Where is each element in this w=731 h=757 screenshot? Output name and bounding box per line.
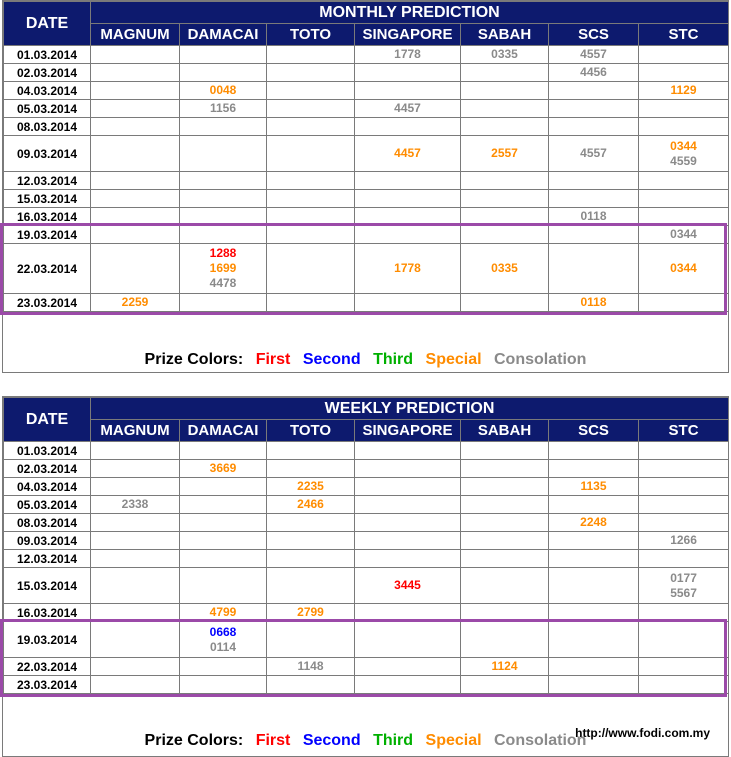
cell-toto <box>267 190 355 208</box>
prediction-number: 4557 <box>580 47 607 61</box>
cell-damacai <box>180 64 267 82</box>
cell-scs <box>549 676 639 694</box>
cell-damacai <box>180 676 267 694</box>
cell-singapore <box>355 172 461 190</box>
prediction-number: 4457 <box>394 101 421 115</box>
cell-scs <box>549 460 639 478</box>
cell-magnum <box>91 136 180 172</box>
cell-stc <box>639 622 729 658</box>
column-header-damacai: DAMACAI <box>180 420 267 442</box>
cell-sabah <box>461 136 549 172</box>
table-row <box>4 622 729 658</box>
cell-scs <box>549 622 639 658</box>
cell-sabah <box>461 676 549 694</box>
cell-damacai <box>180 550 267 568</box>
weekly-prediction-table <box>3 397 729 694</box>
cell-sabah <box>461 460 549 478</box>
cell-singapore <box>355 496 461 514</box>
row-date: 23.03.2014 <box>4 676 91 694</box>
cell-scs <box>549 100 639 118</box>
cell-magnum <box>91 622 180 658</box>
cell-toto <box>267 208 355 226</box>
cell-stc <box>639 496 729 514</box>
cell-sabah <box>461 496 549 514</box>
cell-sabah <box>461 532 549 550</box>
cell-magnum <box>91 604 180 622</box>
cell-scs <box>549 226 639 244</box>
cell-magnum <box>91 676 180 694</box>
table-row <box>4 190 729 208</box>
prediction-number: 4457 <box>394 146 421 160</box>
cell-toto <box>267 46 355 64</box>
cell-stc <box>639 658 729 676</box>
cell-magnum <box>91 172 180 190</box>
cell-magnum <box>91 46 180 64</box>
column-header-singapore: SINGAPORE <box>355 24 461 46</box>
cell-singapore <box>355 568 461 604</box>
column-header-singapore: SINGAPORE <box>355 420 461 442</box>
prediction-number: 0335 <box>491 261 518 275</box>
row-date: 08.03.2014 <box>4 118 91 136</box>
prediction-number: 4478 <box>209 276 237 290</box>
legend-second: Second <box>302 732 361 749</box>
table-row <box>4 550 729 568</box>
prediction-number: 2235 <box>297 479 324 493</box>
cell-damacai <box>180 136 267 172</box>
monthly-table-body <box>4 46 729 312</box>
cell-scs <box>549 604 639 622</box>
cell-singapore <box>355 622 461 658</box>
cell-singapore <box>355 190 461 208</box>
cell-sabah <box>461 226 549 244</box>
cell-toto <box>267 82 355 100</box>
table-row <box>4 514 729 532</box>
weekly-table-body <box>4 442 729 694</box>
prediction-number: 2557 <box>491 146 518 160</box>
cell-sabah <box>461 190 549 208</box>
cell-damacai <box>180 190 267 208</box>
prediction-number: 3445 <box>394 578 421 592</box>
monthly-prediction-table <box>3 1 729 312</box>
cell-scs <box>549 294 639 312</box>
cell-singapore <box>355 244 461 294</box>
cell-magnum <box>91 442 180 460</box>
prediction-number: 1135 <box>580 479 607 493</box>
prediction-number: 0114 <box>209 639 237 654</box>
cell-stc <box>639 46 729 64</box>
cell-scs <box>549 208 639 226</box>
prediction-number: 0344 <box>670 138 697 153</box>
cell-singapore <box>355 532 461 550</box>
cell-toto <box>267 604 355 622</box>
cell-magnum <box>91 118 180 136</box>
cell-sabah <box>461 46 549 64</box>
row-date: 19.03.2014 <box>4 226 91 244</box>
cell-stc <box>639 208 729 226</box>
cell-singapore <box>355 460 461 478</box>
cell-toto <box>267 172 355 190</box>
date-column-header: DATE <box>4 398 91 442</box>
cell-toto <box>267 64 355 82</box>
cell-scs <box>549 442 639 460</box>
table-row <box>4 442 729 460</box>
table-row <box>4 100 729 118</box>
cell-magnum <box>91 496 180 514</box>
prediction-number: 0118 <box>580 295 607 309</box>
cell-damacai <box>180 658 267 676</box>
legend-first: First <box>255 732 291 749</box>
cell-stc <box>639 136 729 172</box>
cell-magnum <box>91 190 180 208</box>
prediction-number: 0344 <box>670 261 697 275</box>
table-row <box>4 294 729 312</box>
cell-scs <box>549 568 639 604</box>
column-header-stc: STC <box>639 420 729 442</box>
prediction-number: 5567 <box>670 585 697 600</box>
cell-singapore <box>355 64 461 82</box>
cell-toto <box>267 658 355 676</box>
cell-singapore <box>355 604 461 622</box>
cell-sabah <box>461 100 549 118</box>
prediction-number: 4456 <box>580 65 607 79</box>
table-row <box>4 208 729 226</box>
cell-sabah <box>461 118 549 136</box>
table-row <box>4 658 729 676</box>
cell-stc <box>639 532 729 550</box>
cell-toto <box>267 496 355 514</box>
cell-toto <box>267 118 355 136</box>
row-date: 04.03.2014 <box>4 82 91 100</box>
cell-toto <box>267 676 355 694</box>
prediction-number: 4559 <box>670 153 697 168</box>
cell-stc <box>639 604 729 622</box>
cell-scs <box>549 244 639 294</box>
table-row <box>4 568 729 604</box>
cell-magnum <box>91 208 180 226</box>
cell-toto <box>267 568 355 604</box>
row-date: 02.03.2014 <box>4 460 91 478</box>
column-header-sabah: SABAH <box>461 420 549 442</box>
cell-singapore <box>355 658 461 676</box>
prize-colors-legend <box>3 732 728 750</box>
cell-sabah <box>461 478 549 496</box>
cell-singapore <box>355 478 461 496</box>
cell-toto <box>267 460 355 478</box>
site-url: http://www.fodi.com.my <box>575 726 710 740</box>
cell-toto <box>267 244 355 294</box>
cell-toto <box>267 136 355 172</box>
cell-damacai <box>180 172 267 190</box>
prediction-number: 1778 <box>394 261 421 275</box>
row-date: 05.03.2014 <box>4 100 91 118</box>
table-row <box>4 172 729 190</box>
prediction-number: 3669 <box>209 461 237 475</box>
prediction-number: 0668 <box>209 624 237 639</box>
cell-scs <box>549 64 639 82</box>
prediction-number: 1124 <box>491 659 518 673</box>
cell-sabah <box>461 514 549 532</box>
legend-consolation: Consolation <box>494 732 587 749</box>
table-row <box>4 460 729 478</box>
cell-magnum <box>91 532 180 550</box>
cell-sabah <box>461 82 549 100</box>
cell-singapore <box>355 442 461 460</box>
cell-sabah <box>461 244 549 294</box>
cell-magnum <box>91 478 180 496</box>
cell-toto <box>267 532 355 550</box>
prediction-number: 1778 <box>394 47 421 61</box>
cell-sabah <box>461 622 549 658</box>
cell-damacai <box>180 100 267 118</box>
cell-stc <box>639 568 729 604</box>
table-row <box>4 676 729 694</box>
legend-first: First <box>255 351 291 368</box>
cell-toto <box>267 100 355 118</box>
cell-singapore <box>355 46 461 64</box>
cell-scs <box>549 496 639 514</box>
row-date: 12.03.2014 <box>4 550 91 568</box>
prediction-number: 1288 <box>209 246 237 260</box>
cell-magnum <box>91 550 180 568</box>
table-row <box>4 478 729 496</box>
prediction-number: 2338 <box>121 497 149 511</box>
cell-damacai <box>180 442 267 460</box>
cell-toto <box>267 294 355 312</box>
cell-damacai <box>180 496 267 514</box>
row-date: 04.03.2014 <box>4 478 91 496</box>
cell-stc <box>639 294 729 312</box>
prediction-number: 1699 <box>209 261 237 275</box>
table-row <box>4 46 729 64</box>
cell-sabah <box>461 604 549 622</box>
legend-third: Third <box>373 351 414 368</box>
row-date: 08.03.2014 <box>4 514 91 532</box>
prediction-number: 1266 <box>670 533 697 547</box>
cell-damacai <box>180 532 267 550</box>
cell-singapore <box>355 136 461 172</box>
cell-magnum <box>91 658 180 676</box>
column-header-scs: SCS <box>549 420 639 442</box>
cell-toto <box>267 478 355 496</box>
cell-sabah <box>461 658 549 676</box>
cell-singapore <box>355 118 461 136</box>
cell-scs <box>549 478 639 496</box>
table-row <box>4 136 729 172</box>
cell-damacai <box>180 478 267 496</box>
cell-singapore <box>355 100 461 118</box>
cell-damacai <box>180 294 267 312</box>
cell-stc <box>639 514 729 532</box>
table-row <box>4 604 729 622</box>
column-header-damacai: DAMACAI <box>180 24 267 46</box>
legend-label: Prize Colors: <box>144 351 244 368</box>
cell-magnum <box>91 226 180 244</box>
cell-damacai <box>180 568 267 604</box>
cell-damacai <box>180 622 267 658</box>
cell-stc <box>639 676 729 694</box>
prediction-number: 0177 <box>670 570 697 585</box>
date-column-header: DATE <box>4 2 91 46</box>
column-header-stc: STC <box>639 24 729 46</box>
prediction-number: 1129 <box>670 83 697 97</box>
legend-third: Third <box>373 732 414 749</box>
cell-damacai <box>180 604 267 622</box>
row-date: 01.03.2014 <box>4 442 91 460</box>
cell-magnum <box>91 460 180 478</box>
monthly-prediction-title: MONTHLY PREDICTION <box>91 2 729 24</box>
cell-sabah <box>461 172 549 190</box>
cell-stc <box>639 64 729 82</box>
row-date: 15.03.2014 <box>4 190 91 208</box>
row-date: 02.03.2014 <box>4 64 91 82</box>
prediction-number: 1156 <box>209 101 237 115</box>
column-header-magnum: MAGNUM <box>91 420 180 442</box>
cell-stc <box>639 226 729 244</box>
row-date: 23.03.2014 <box>4 294 91 312</box>
cell-scs <box>549 82 639 100</box>
cell-damacai <box>180 46 267 64</box>
cell-stc <box>639 244 729 294</box>
cell-stc <box>639 460 729 478</box>
row-date: 05.03.2014 <box>4 496 91 514</box>
cell-scs <box>549 172 639 190</box>
prediction-number: 0118 <box>580 209 607 223</box>
cell-damacai <box>180 460 267 478</box>
cell-singapore <box>355 294 461 312</box>
row-date: 12.03.2014 <box>4 172 91 190</box>
cell-singapore <box>355 82 461 100</box>
cell-stc <box>639 550 729 568</box>
cell-scs <box>549 658 639 676</box>
row-date: 09.03.2014 <box>4 136 91 172</box>
legend-label: Prize Colors: <box>144 732 244 749</box>
cell-sabah <box>461 208 549 226</box>
cell-stc <box>639 172 729 190</box>
cell-singapore <box>355 514 461 532</box>
prediction-number: 2466 <box>297 497 324 511</box>
cell-toto <box>267 226 355 244</box>
cell-damacai <box>180 208 267 226</box>
cell-scs <box>549 514 639 532</box>
cell-stc <box>639 442 729 460</box>
row-date: 22.03.2014 <box>4 244 91 294</box>
column-header-scs: SCS <box>549 24 639 46</box>
cell-damacai <box>180 244 267 294</box>
cell-magnum <box>91 294 180 312</box>
legend-special: Special <box>425 351 482 368</box>
table-row <box>4 244 729 294</box>
cell-damacai <box>180 226 267 244</box>
prediction-number: 0335 <box>491 47 518 61</box>
legend-second: Second <box>302 351 361 368</box>
cell-scs <box>549 46 639 64</box>
row-date: 16.03.2014 <box>4 208 91 226</box>
legend-consolation: Consolation <box>494 351 587 368</box>
cell-magnum <box>91 82 180 100</box>
cell-toto <box>267 622 355 658</box>
cell-magnum <box>91 64 180 82</box>
column-header-toto: TOTO <box>267 420 355 442</box>
cell-stc <box>639 100 729 118</box>
cell-scs <box>549 190 639 208</box>
weekly-prediction-panel <box>2 396 729 757</box>
prediction-number: 2799 <box>297 605 324 619</box>
table-row <box>4 496 729 514</box>
cell-magnum <box>91 568 180 604</box>
cell-scs <box>549 532 639 550</box>
monthly-prediction-panel <box>2 0 729 373</box>
column-header-toto: TOTO <box>267 24 355 46</box>
prediction-number: 0048 <box>209 83 237 97</box>
cell-stc <box>639 190 729 208</box>
row-date: 09.03.2014 <box>4 532 91 550</box>
cell-sabah <box>461 568 549 604</box>
cell-toto <box>267 550 355 568</box>
cell-stc <box>639 118 729 136</box>
prediction-number: 4799 <box>209 605 237 619</box>
prediction-number: 1148 <box>297 659 324 673</box>
cell-scs <box>549 118 639 136</box>
cell-damacai <box>180 514 267 532</box>
cell-singapore <box>355 226 461 244</box>
prediction-number: 0344 <box>670 227 697 241</box>
cell-magnum <box>91 100 180 118</box>
table-row <box>4 118 729 136</box>
cell-sabah <box>461 442 549 460</box>
table-row <box>4 64 729 82</box>
column-header-sabah: SABAH <box>461 24 549 46</box>
cell-magnum <box>91 514 180 532</box>
cell-scs <box>549 550 639 568</box>
cell-magnum <box>91 244 180 294</box>
legend-special: Special <box>425 732 482 749</box>
cell-sabah <box>461 64 549 82</box>
cell-stc <box>639 478 729 496</box>
prediction-number: 2248 <box>580 515 607 529</box>
row-date: 19.03.2014 <box>4 622 91 658</box>
row-date: 15.03.2014 <box>4 568 91 604</box>
weekly-prediction-title: WEEKLY PREDICTION <box>91 398 729 420</box>
row-date: 01.03.2014 <box>4 46 91 64</box>
row-date: 16.03.2014 <box>4 604 91 622</box>
cell-scs <box>549 136 639 172</box>
table-row <box>4 226 729 244</box>
cell-sabah <box>461 294 549 312</box>
prediction-number: 4557 <box>580 146 607 160</box>
cell-stc <box>639 82 729 100</box>
column-header-magnum: MAGNUM <box>91 24 180 46</box>
table-row <box>4 82 729 100</box>
cell-toto <box>267 514 355 532</box>
cell-singapore <box>355 208 461 226</box>
cell-damacai <box>180 118 267 136</box>
table-row <box>4 532 729 550</box>
cell-toto <box>267 442 355 460</box>
cell-singapore <box>355 676 461 694</box>
cell-sabah <box>461 550 549 568</box>
prize-colors-legend <box>3 351 728 369</box>
row-date: 22.03.2014 <box>4 658 91 676</box>
cell-singapore <box>355 550 461 568</box>
cell-damacai <box>180 82 267 100</box>
prediction-number: 2259 <box>121 295 149 309</box>
